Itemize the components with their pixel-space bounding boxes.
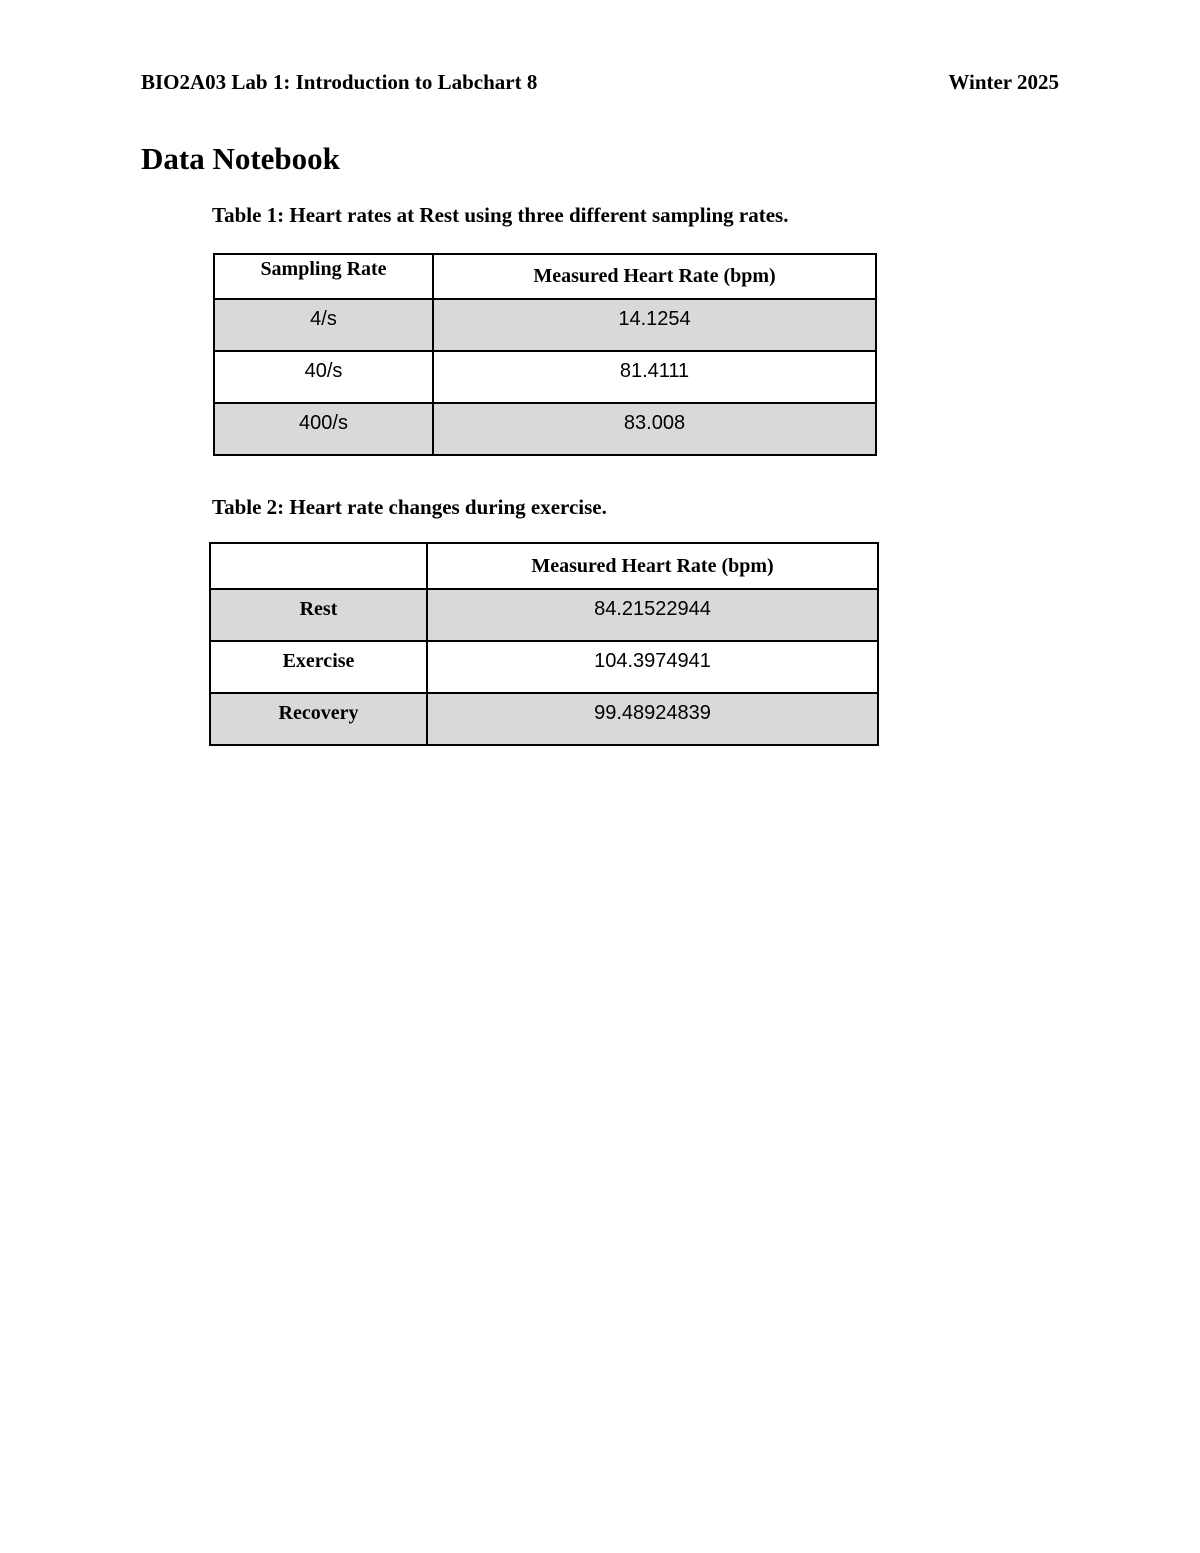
sampling-rate-cell: 4/s xyxy=(214,299,433,351)
table-row xyxy=(210,693,878,745)
heart-rate-cell: 104.3974941 xyxy=(427,641,878,693)
heart-rate-cell: 81.4111 xyxy=(433,351,876,403)
page-title: Data Notebook xyxy=(141,141,340,176)
table-header-row xyxy=(210,543,878,589)
table-header-row xyxy=(214,254,876,299)
page-header xyxy=(141,70,1059,95)
condition-cell: Recovery xyxy=(210,693,427,745)
column-header-heart-rate: Measured Heart Rate (bpm) xyxy=(433,254,876,299)
term-label: Winter 2025 xyxy=(948,70,1059,94)
table-row xyxy=(210,641,878,693)
table-row xyxy=(214,351,876,403)
sampling-rate-cell: 40/s xyxy=(214,351,433,403)
table-row xyxy=(214,299,876,351)
sampling-rate-table xyxy=(213,253,877,456)
column-header-condition xyxy=(210,543,427,589)
sampling-rate-cell: 400/s xyxy=(214,403,433,455)
condition-cell: Rest xyxy=(210,589,427,641)
table1-caption: Table 1: Heart rates at Rest using three different sampling rates. xyxy=(212,203,789,227)
heart-rate-cell: 14.1254 xyxy=(433,299,876,351)
course-title: BIO2A03 Lab 1: Introduction to Labchart 8 xyxy=(141,70,538,94)
exercise-heart-rate-table xyxy=(209,542,879,746)
table-row xyxy=(210,589,878,641)
column-header-sampling-rate: Sampling Rate xyxy=(214,254,433,299)
condition-cell: Exercise xyxy=(210,641,427,693)
table2-caption: Table 2: Heart rate changes during exercise. xyxy=(212,495,607,519)
heart-rate-cell: 84.21522944 xyxy=(427,589,878,641)
column-header-heart-rate: Measured Heart Rate (bpm) xyxy=(427,543,878,589)
table-row xyxy=(214,403,876,455)
heart-rate-cell: 99.48924839 xyxy=(427,693,878,745)
heart-rate-cell: 83.008 xyxy=(433,403,876,455)
